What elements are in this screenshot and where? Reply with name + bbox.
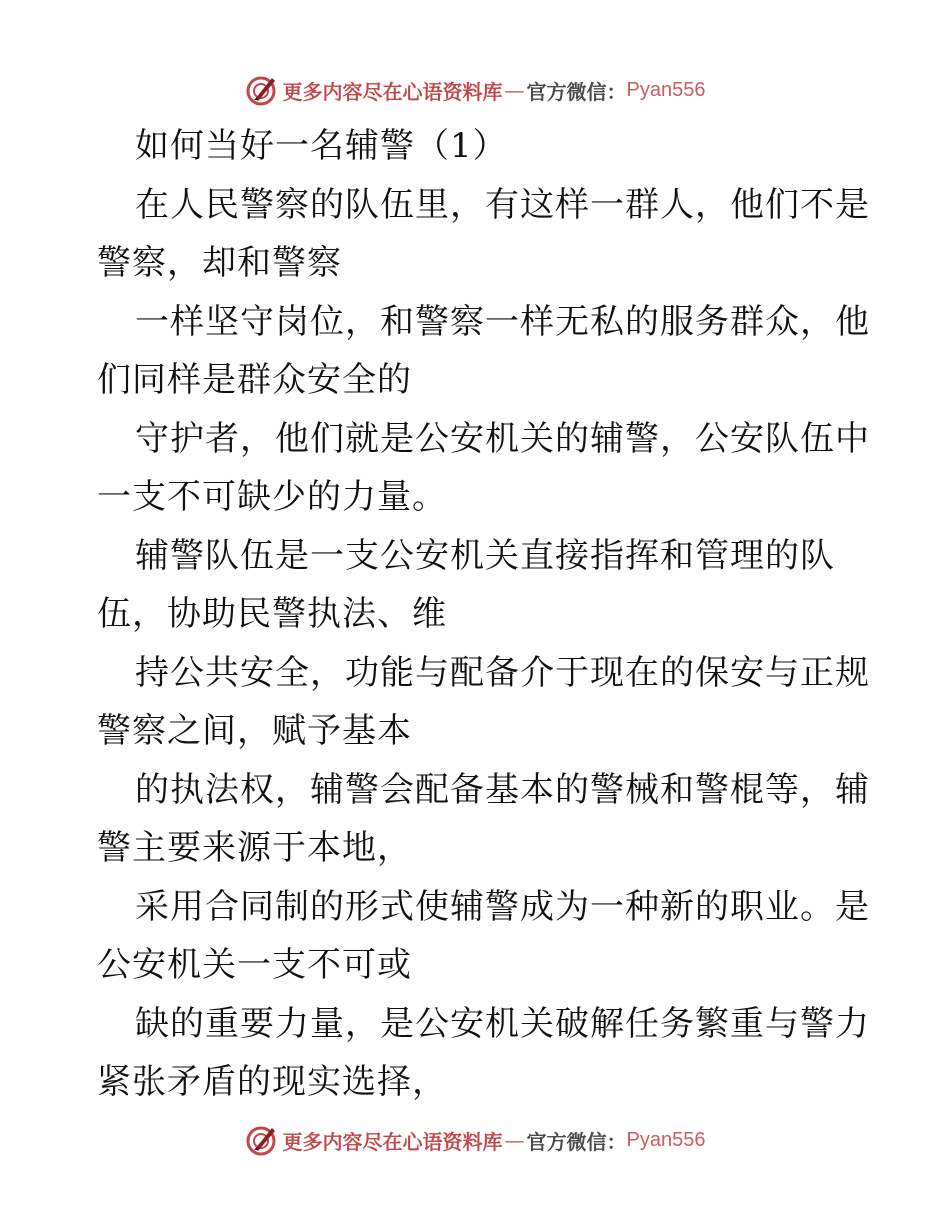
paragraph-line: 们同样是群众安全的 [97, 360, 412, 400]
header-brand-text: 更多内容尽在心语资料库 [282, 79, 503, 104]
paragraph-line: 警察之间，赋予基本 [97, 711, 412, 751]
header-wechat-label: 官方微信： [526, 79, 627, 104]
footer-brand-text: 更多内容尽在心语资料库 [282, 1129, 503, 1154]
brush-pen-logo-icon [245, 73, 279, 107]
paragraph-line: 伍，协助民警执法、维 [97, 594, 447, 634]
footer-wechat-id: Pyan556 [626, 1128, 706, 1151]
document-title: 如何当好一名辅警（1） [135, 126, 508, 166]
header-wechat-id: Pyan556 [626, 78, 706, 101]
paragraph-line: 辅警队伍是一支公安机关直接指挥和管理的队 [135, 536, 835, 576]
paragraph-line: 在人民警察的队伍里，有这样一群人，他们不是 [135, 185, 870, 225]
brush-pen-logo-icon [245, 1123, 279, 1157]
paragraph-line: 一样坚守岗位，和警察一样无私的服务群众，他 [135, 302, 870, 342]
paragraph-line: 警主要来源于本地， [97, 828, 412, 868]
paragraph-line: 的执法权，辅警会配备基本的警械和警棍等，辅 [135, 770, 870, 810]
header-banner [0, 68, 950, 112]
footer-banner [0, 1118, 950, 1162]
paragraph-line: 持公共安全，功能与配备介于现在的保安与正规 [135, 653, 870, 693]
paragraph-line: 警察，却和警察 [97, 243, 342, 283]
paragraph-line: 紧张矛盾的现实选择， [97, 1062, 447, 1102]
paragraph-line: 缺的重要力量，是公安机关破解任务繁重与警力 [135, 1004, 870, 1044]
footer-wechat-label: 官方微信： [526, 1129, 627, 1154]
header-dash: — [504, 78, 525, 102]
paragraph-line: 一支不可缺少的力量。 [97, 477, 447, 517]
paragraph-line: 守护者，他们就是公安机关的辅警，公安队伍中 [135, 419, 870, 459]
paragraph-line: 公安机关一支不可或 [97, 945, 412, 985]
paragraph-line: 采用合同制的形式使辅警成为一种新的职业。是 [135, 887, 870, 927]
footer-dash: — [504, 1128, 525, 1152]
